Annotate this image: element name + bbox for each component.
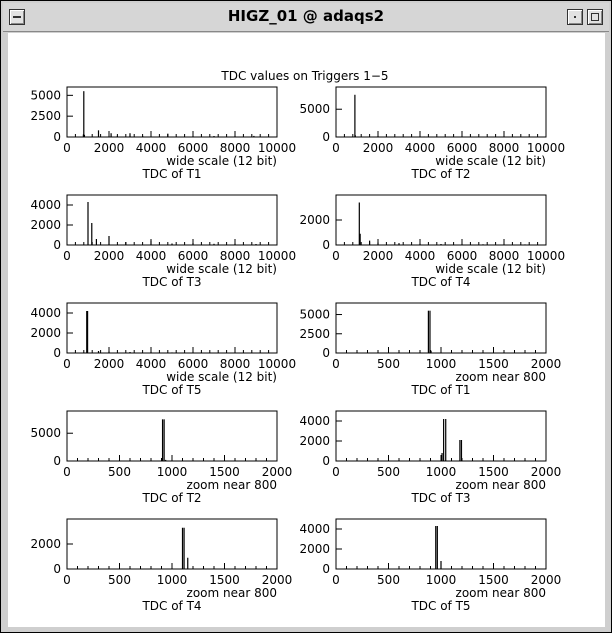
histogram-title: TDC of T4 bbox=[411, 275, 471, 289]
histogram-bar bbox=[435, 526, 436, 569]
histogram-bar bbox=[96, 239, 97, 245]
histogram-bar bbox=[164, 419, 165, 461]
x-tick-label: 1500 bbox=[478, 357, 509, 371]
x-tick-label: 10000 bbox=[526, 141, 566, 155]
histogram-bar bbox=[398, 243, 399, 245]
x-tick-label: 1000 bbox=[425, 357, 457, 371]
histogram-3 bbox=[30, 195, 296, 289]
histogram-10 bbox=[299, 519, 561, 613]
y-tick-label: 2000 bbox=[30, 326, 61, 340]
minimize-button[interactable] bbox=[567, 9, 583, 25]
histogram-bar bbox=[503, 244, 504, 245]
histogram-2 bbox=[299, 87, 565, 181]
histogram-bar bbox=[430, 351, 431, 353]
plot-frame bbox=[67, 519, 277, 569]
histogram-title: TDC of T5 bbox=[142, 383, 202, 397]
plot-frame bbox=[67, 303, 277, 353]
histogram-bar bbox=[108, 236, 109, 245]
histogram-4 bbox=[299, 195, 565, 289]
y-tick-label: 0 bbox=[53, 130, 61, 144]
y-tick-label: 4000 bbox=[299, 414, 330, 428]
histogram-bar bbox=[108, 352, 109, 354]
plot-frame bbox=[336, 303, 546, 353]
histogram-bar bbox=[377, 136, 378, 137]
x-tick-label: 0 bbox=[63, 249, 71, 263]
x-tick-label: 0 bbox=[63, 141, 71, 155]
x-tick-label: 0 bbox=[332, 465, 340, 479]
x-tick-label: 8000 bbox=[219, 249, 251, 263]
x-tick-label: 0 bbox=[332, 573, 340, 587]
x-axis-label: wide scale (12 bit) bbox=[435, 262, 546, 276]
x-tick-label: 1000 bbox=[156, 573, 188, 587]
x-tick-label: 4000 bbox=[404, 249, 436, 263]
x-axis-label: wide scale (12 bit) bbox=[435, 154, 546, 168]
x-tick-label: 10000 bbox=[257, 141, 297, 155]
x-axis-label: wide scale (12 bit) bbox=[166, 262, 277, 276]
histogram-bar bbox=[354, 95, 355, 137]
y-tick-label: 0 bbox=[53, 562, 61, 576]
x-tick-label: 6000 bbox=[446, 249, 478, 263]
histogram-title: TDC of T1 bbox=[142, 167, 202, 181]
histogram-bar bbox=[355, 135, 356, 137]
y-tick-label: 0 bbox=[53, 454, 61, 468]
x-tick-label: 2000 bbox=[93, 249, 125, 263]
histogram-bar bbox=[192, 243, 193, 245]
histogram-bar bbox=[171, 352, 172, 353]
histogram-bar bbox=[182, 528, 183, 569]
plot-frame bbox=[336, 411, 546, 461]
plot-frame bbox=[67, 195, 277, 245]
x-tick-label: 0 bbox=[63, 573, 71, 587]
histogram-bar bbox=[213, 136, 214, 137]
histogram-bar bbox=[87, 311, 88, 353]
plot-canvas bbox=[8, 33, 605, 627]
x-tick-label: 0 bbox=[332, 249, 340, 263]
y-tick-label: 2000 bbox=[30, 218, 61, 232]
x-tick-label: 1500 bbox=[478, 465, 509, 479]
histogram-bar bbox=[437, 526, 438, 569]
histogram-bar bbox=[192, 353, 193, 354]
x-tick-label: 1000 bbox=[425, 573, 457, 587]
y-tick-label: 0 bbox=[322, 454, 330, 468]
x-tick-label: 0 bbox=[332, 141, 340, 155]
x-axis-label: wide scale (12 bit) bbox=[166, 154, 277, 168]
histogram-title: TDC of T4 bbox=[142, 599, 202, 613]
page-title: TDC values on Triggers 1−5 bbox=[221, 69, 389, 83]
histogram-bar bbox=[162, 419, 163, 461]
histogram-bar bbox=[183, 528, 184, 569]
x-axis-label: wide scale (12 bit) bbox=[166, 370, 277, 384]
histogram-title: TDC of T2 bbox=[142, 491, 202, 505]
x-tick-label: 2000 bbox=[362, 249, 394, 263]
histogram-bar bbox=[461, 244, 462, 245]
histogram-bar bbox=[461, 440, 462, 461]
plot-frame bbox=[336, 195, 546, 245]
x-tick-label: 8000 bbox=[219, 357, 251, 371]
x-tick-label: 2000 bbox=[261, 573, 293, 587]
y-tick-label: 2500 bbox=[30, 109, 61, 124]
y-tick-label: 2000 bbox=[299, 542, 330, 556]
x-tick-label: 2000 bbox=[93, 141, 125, 155]
histogram-bar bbox=[171, 244, 172, 246]
y-tick-label: 0 bbox=[53, 346, 61, 360]
histogram-bar bbox=[524, 244, 525, 245]
x-tick-label: 500 bbox=[377, 357, 400, 371]
histogram-title: TDC of T5 bbox=[411, 599, 471, 613]
x-axis-label: zoom near 800 bbox=[186, 478, 277, 492]
x-tick-label: 2000 bbox=[530, 357, 562, 371]
y-tick-label: 0 bbox=[322, 562, 330, 576]
y-tick-label: 5000 bbox=[30, 426, 61, 441]
histogram-bar bbox=[98, 130, 99, 137]
y-tick-label: 0 bbox=[53, 238, 61, 252]
x-tick-label: 6000 bbox=[446, 141, 478, 155]
x-tick-label: 6000 bbox=[177, 141, 209, 155]
x-axis-label: zoom near 800 bbox=[455, 586, 546, 600]
x-tick-label: 1000 bbox=[425, 465, 457, 479]
histogram-bar bbox=[424, 136, 425, 137]
x-tick-label: 2000 bbox=[261, 465, 293, 479]
histogram-5 bbox=[30, 303, 296, 397]
histogram-bar bbox=[377, 243, 378, 246]
histogram-6 bbox=[299, 303, 561, 397]
histogram-bar bbox=[234, 244, 235, 245]
x-tick-label: 4000 bbox=[135, 141, 167, 155]
x-tick-label: 2000 bbox=[530, 465, 562, 479]
x-tick-label: 8000 bbox=[488, 141, 520, 155]
histogram-bar bbox=[234, 136, 235, 137]
histogram-bar bbox=[441, 453, 442, 461]
x-tick-label: 4000 bbox=[135, 249, 167, 263]
histogram-bar bbox=[443, 419, 444, 461]
histogram-title: TDC of T2 bbox=[411, 167, 471, 181]
y-tick-label: 5000 bbox=[299, 102, 330, 117]
x-tick-label: 500 bbox=[377, 465, 400, 479]
y-tick-label: 5000 bbox=[30, 88, 61, 103]
histogram-bar bbox=[111, 133, 112, 137]
x-tick-label: 6000 bbox=[177, 249, 209, 263]
x-axis-label: zoom near 800 bbox=[186, 586, 277, 600]
x-tick-label: 4000 bbox=[135, 357, 167, 371]
histogram-bar bbox=[167, 134, 168, 137]
histogram-bar bbox=[429, 311, 430, 353]
x-axis-label: zoom near 800 bbox=[455, 370, 546, 384]
histogram-8 bbox=[299, 411, 561, 505]
histogram-bar bbox=[187, 558, 188, 569]
histogram-title: TDC of T3 bbox=[142, 275, 202, 289]
histogram-bar bbox=[419, 244, 420, 245]
y-tick-label: 4000 bbox=[299, 522, 330, 536]
histogram-bar bbox=[87, 202, 88, 245]
histogram-bar bbox=[150, 241, 151, 246]
y-tick-label: 0 bbox=[322, 130, 330, 144]
histogram-bar bbox=[84, 135, 85, 137]
histogram-7 bbox=[30, 411, 292, 505]
histogram-bar bbox=[150, 352, 151, 353]
histogram-9 bbox=[30, 519, 292, 613]
y-tick-label: 4000 bbox=[30, 306, 61, 320]
histogram-bar bbox=[91, 223, 92, 245]
histogram-bar bbox=[360, 234, 361, 245]
x-tick-label: 10000 bbox=[257, 249, 297, 263]
histogram-bar bbox=[428, 311, 429, 353]
window-title: HIGZ_01 @ adaqs2 bbox=[227, 7, 385, 25]
histogram-bar bbox=[213, 353, 214, 354]
y-tick-label: 2000 bbox=[299, 434, 330, 448]
histogram-bar bbox=[253, 136, 254, 137]
x-tick-label: 8000 bbox=[219, 141, 251, 155]
x-tick-label: 1500 bbox=[209, 573, 240, 587]
x-tick-label: 0 bbox=[63, 357, 71, 371]
histogram-bar bbox=[142, 136, 143, 137]
x-tick-label: 8000 bbox=[488, 249, 520, 263]
x-tick-label: 4000 bbox=[404, 141, 436, 155]
y-tick-label: 4000 bbox=[30, 198, 61, 212]
y-tick-label: 2000 bbox=[30, 537, 61, 551]
histogram-grid bbox=[8, 33, 605, 627]
histogram-bar bbox=[117, 136, 118, 137]
histogram-1 bbox=[30, 87, 296, 181]
histogram-bar bbox=[98, 351, 99, 353]
plot-frame bbox=[67, 87, 277, 137]
x-tick-label: 2000 bbox=[530, 573, 562, 587]
histogram-bar bbox=[83, 91, 84, 137]
x-tick-label: 10000 bbox=[526, 249, 566, 263]
histogram-bar bbox=[255, 244, 256, 245]
histogram-bar bbox=[445, 419, 446, 461]
histogram-bar bbox=[459, 440, 460, 461]
x-tick-label: 2000 bbox=[362, 141, 394, 155]
x-tick-label: 500 bbox=[108, 573, 131, 587]
x-tick-label: 6000 bbox=[177, 357, 209, 371]
histogram-bar bbox=[129, 352, 130, 353]
histogram-bar bbox=[165, 460, 166, 461]
histogram-bar bbox=[440, 561, 441, 569]
y-tick-label: 0 bbox=[322, 346, 330, 360]
y-tick-label: 2500 bbox=[299, 326, 330, 341]
x-tick-label: 500 bbox=[108, 465, 131, 479]
histogram-title: TDC of T1 bbox=[411, 383, 471, 397]
histogram-bar bbox=[482, 244, 483, 245]
plot-frame bbox=[336, 87, 546, 137]
histogram-bar bbox=[192, 136, 193, 137]
maximize-button[interactable] bbox=[587, 9, 603, 25]
y-tick-label: 0 bbox=[322, 238, 330, 252]
x-tick-label: 1500 bbox=[209, 465, 240, 479]
histogram-title: TDC of T3 bbox=[411, 491, 471, 505]
plot-frame bbox=[67, 411, 277, 461]
x-tick-label: 0 bbox=[332, 357, 340, 371]
x-tick-label: 500 bbox=[377, 573, 400, 587]
x-axis-label: zoom near 800 bbox=[455, 478, 546, 492]
x-tick-label: 1500 bbox=[478, 573, 509, 587]
title-bar[interactable] bbox=[3, 3, 609, 32]
histogram-bar bbox=[440, 244, 441, 245]
x-tick-label: 10000 bbox=[257, 357, 297, 371]
x-tick-label: 2000 bbox=[93, 357, 125, 371]
histogram-bar bbox=[213, 244, 214, 245]
histogram-bar bbox=[125, 242, 126, 245]
x-tick-label: 0 bbox=[63, 465, 71, 479]
histogram-bar bbox=[129, 133, 130, 137]
x-tick-label: 1000 bbox=[156, 465, 188, 479]
y-tick-label: 2000 bbox=[299, 213, 330, 227]
y-tick-label: 5000 bbox=[299, 307, 330, 322]
histogram-bar bbox=[369, 241, 370, 245]
